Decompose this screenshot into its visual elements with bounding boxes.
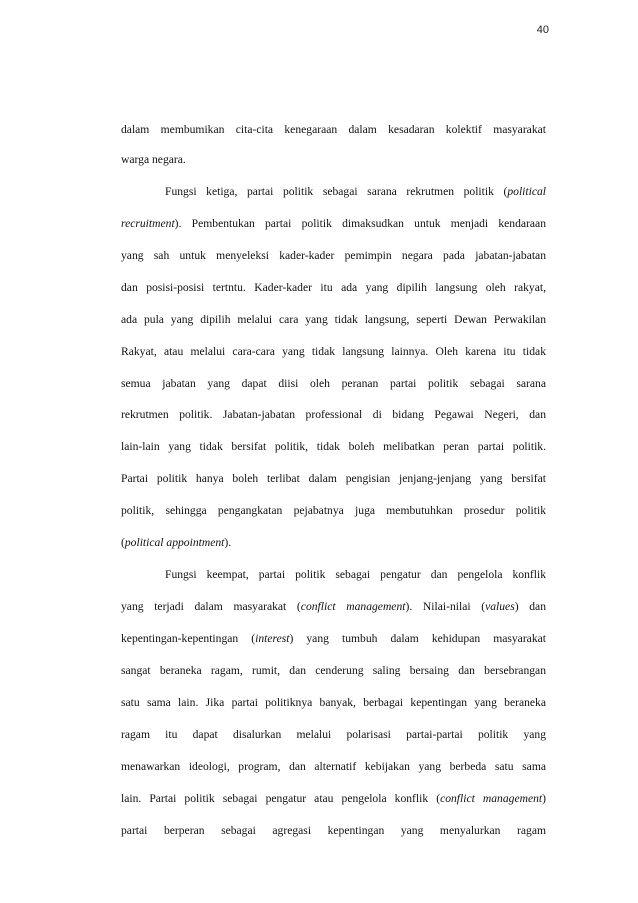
text-line: politik, sehingga pengangkatan pejabatnya juga membutuhkan prosedur politik [121, 504, 546, 517]
text-line: yang sah untuk menyeleksi kader-kader pemimpin negara pada jabatan-jabatan [121, 249, 546, 262]
text-line: Fungsi ketiga, partai politik sebagai sarana rekrutmen politik (political [165, 185, 546, 198]
text-line: Fungsi keempat, partai politik sebagai pengatur dan pengelola konflik [165, 568, 546, 581]
text-line: dalam membumikan cita-cita kenegaraan dalam kesadaran kolektif masyarakat [121, 123, 546, 136]
text-line: menawarkan ideologi, program, dan alternatif kebijakan yang berbeda satu sama [121, 760, 546, 773]
text-line: partai berperan sebagai agregasi kepentingan yang menyalurkan ragam [121, 824, 546, 837]
text-line: yang terjadi dalam masyarakat (conflict management). Nilai-nilai (values) dan [121, 600, 546, 613]
text-line: kepentingan-kepentingan (interest) yang tumbuh dalam kehidupan masyarakat [121, 632, 546, 645]
text-line: lain. Partai politik sebagai pengatur atau pengelola konflik (conflict management) [121, 792, 546, 805]
text-line: (political appointment). [121, 536, 232, 549]
text-line: recruitment). Pembentukan partai politik dimaksudkan untuk menjadi kendaraan [121, 217, 546, 230]
text-line: Partai politik hanya boleh terlibat dalam pengisian jenjang-jenjang yang bersifat [121, 472, 546, 485]
text-line: satu sama lain. Jika partai politiknya banyak, berbagai kepentingan yang beraneka [121, 696, 546, 709]
text-line: rekrutmen politik. Jabatan-jabatan professional di bidang Pegawai Negeri, dan [121, 408, 546, 421]
text-line: warga negara. [121, 153, 186, 166]
text-line: ada pula yang dipilih melalui cara yang tidak langsung, seperti Dewan Perwakilan [121, 313, 546, 326]
text-line: ragam itu dapat disalurkan melalui polarisasi partai-partai politik yang [121, 728, 546, 741]
text-line: dan posisi-posisi tertntu. Kader-kader itu ada yang dipilih langsung oleh rakyat, [121, 281, 546, 294]
text-line: Rakyat, atau melalui cara-cara yang tidak langsung lainnya. Oleh karena itu tidak [121, 345, 546, 358]
text-line: lain-lain yang tidak bersifat politik, tidak boleh melibatkan peran partai politik. [121, 440, 546, 453]
text-line: semua jabatan yang dapat diisi oleh peranan partai politik sebagai sarana [121, 377, 546, 390]
text-line: sangat beraneka ragam, rumit, dan cenderung saling bersaing dan bersebrangan [121, 664, 546, 677]
page-number: 40 [536, 24, 549, 36]
